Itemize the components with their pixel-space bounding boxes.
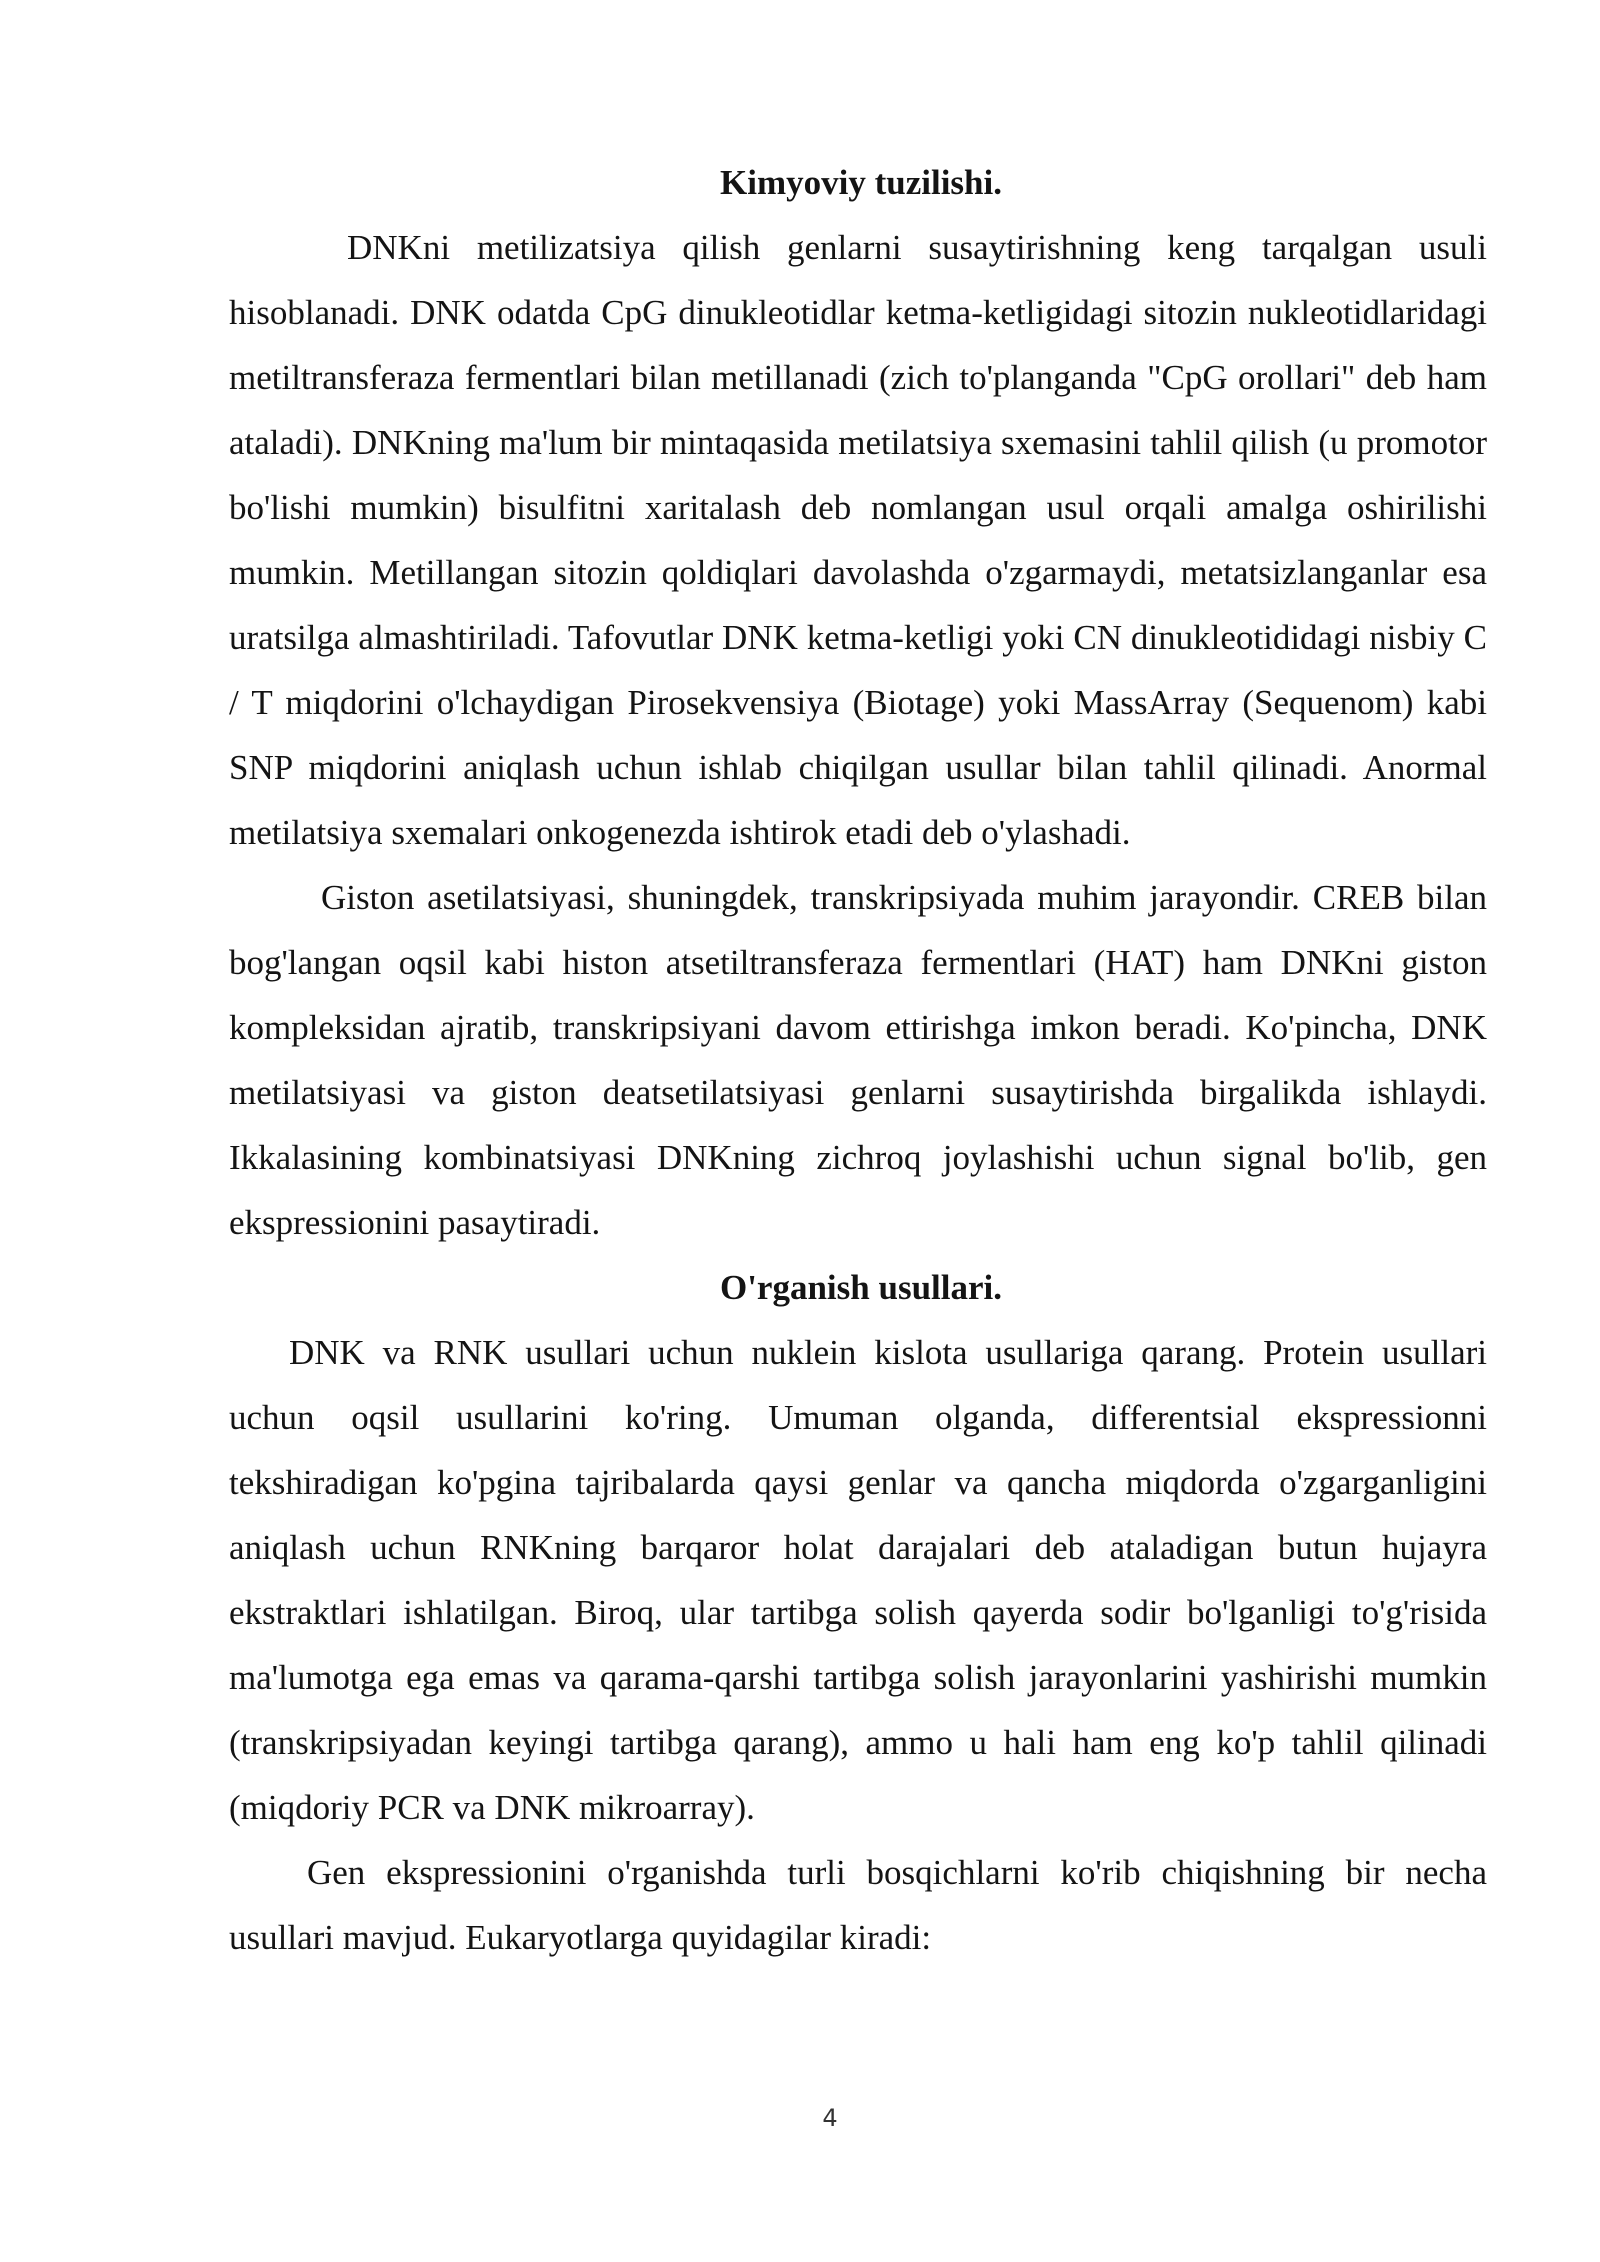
section-heading-study-methods: O'rganish usullari. bbox=[719, 1268, 1003, 1307]
paragraph-histone-acetylation: Giston asetilatsiyasi, shuningdek, transkripsiyada muhim jarayondir. CREB bilan bog'langan oqsil kabi histon atsetiltransferaza fermentlari (HAT) ham DNKni giston kompleksidan ajratib, transkripsiyani davom ettirishga imkon beradi. Ko'pincha, DNK metilatsiyasi va giston deatsetilatsiyasi genlarni susaytirishda birgalikda ishlaydi. Ikkalasining kombinatsiyasi DNKning zichroq joylashishi uchun signal bo'lib, gen ekspressionini pasaytiradi. bbox=[229, 878, 1487, 1242]
paragraph-expression-stages: Gen ekspressionini o'rganishda turli bosqichlarni ko'rib chiqishning bir necha usullari mavjud. Eukaryotlarga quyidagilar kiradi: bbox=[229, 1853, 1487, 1957]
section-heading-chemical-structure: Kimyoviy tuzilishi. bbox=[720, 163, 1002, 202]
page-body bbox=[229, 150, 1487, 1970]
paragraph-nucleic-acid-methods: DNK va RNK usullari uchun nuklein kislota usullariga qarang. Protein usullari uchun oqsil usullarini ko'ring. Umuman olganda, differentsial ekspressionni tekshiradigan ko'pgina tajribalarda qaysi genlar va qancha miqdorda o'zgarganligini aniqlash uchun RNKning barqaror holat darajalari deb ataladigan butun hujayra ekstraktlari ishlatilgan. Biroq, ular tartibga solish qayerda sodir bo'lganligi to'g'risida ma'lumotga ega emas va qarama-qarshi tartibga solish jarayonlarini yashirishi mumkin (transkripsiyadan keyingi tartibga qarang), ammo u hali ham eng ko'p tahlil qilinadi (miqdoriy PCR va DNK mikroarray). bbox=[229, 1333, 1487, 1827]
page-number: 4 bbox=[822, 2104, 838, 2132]
paragraph-dna-methylation: DNKni metilizatsiya qilish genlarni susaytirishning keng tarqalgan usuli hisoblanadi. DNK odatda CpG dinukleotidlar ketma-ketligidagi sitozin nukleotidlaridagi metiltransferaza fermentlari bilan metillanadi (zich to'planganda "CpG orollari" deb ham ataladi). DNKning ma'lum bir mintaqasida metilatsiya sxemasini tahlil qilish (u promotor bo'lishi mumkin) bisulfitni xaritalash deb nomlangan usul orqali amalga oshirilishi mumkin. Metillangan sitozin qoldiqlari davolashda o'zgarmaydi, metatsizlanganlar esa uratsilga almashtiriladi. Tafovutlar DNK ketma-ketligi yoki CN dinukleotididagi nisbiy C / T miqdorini o'lchaydigan Pirosekvensiya (Biotage) yoki MassArray (Sequenom) kabi SNP miqdorini aniqlash uchun ishlab chiqilgan usullar bilan tahlil qilinadi. Anormal metilatsiya sxemalari onkogenezda ishtirok etadi deb o'ylashadi. bbox=[229, 228, 1487, 852]
